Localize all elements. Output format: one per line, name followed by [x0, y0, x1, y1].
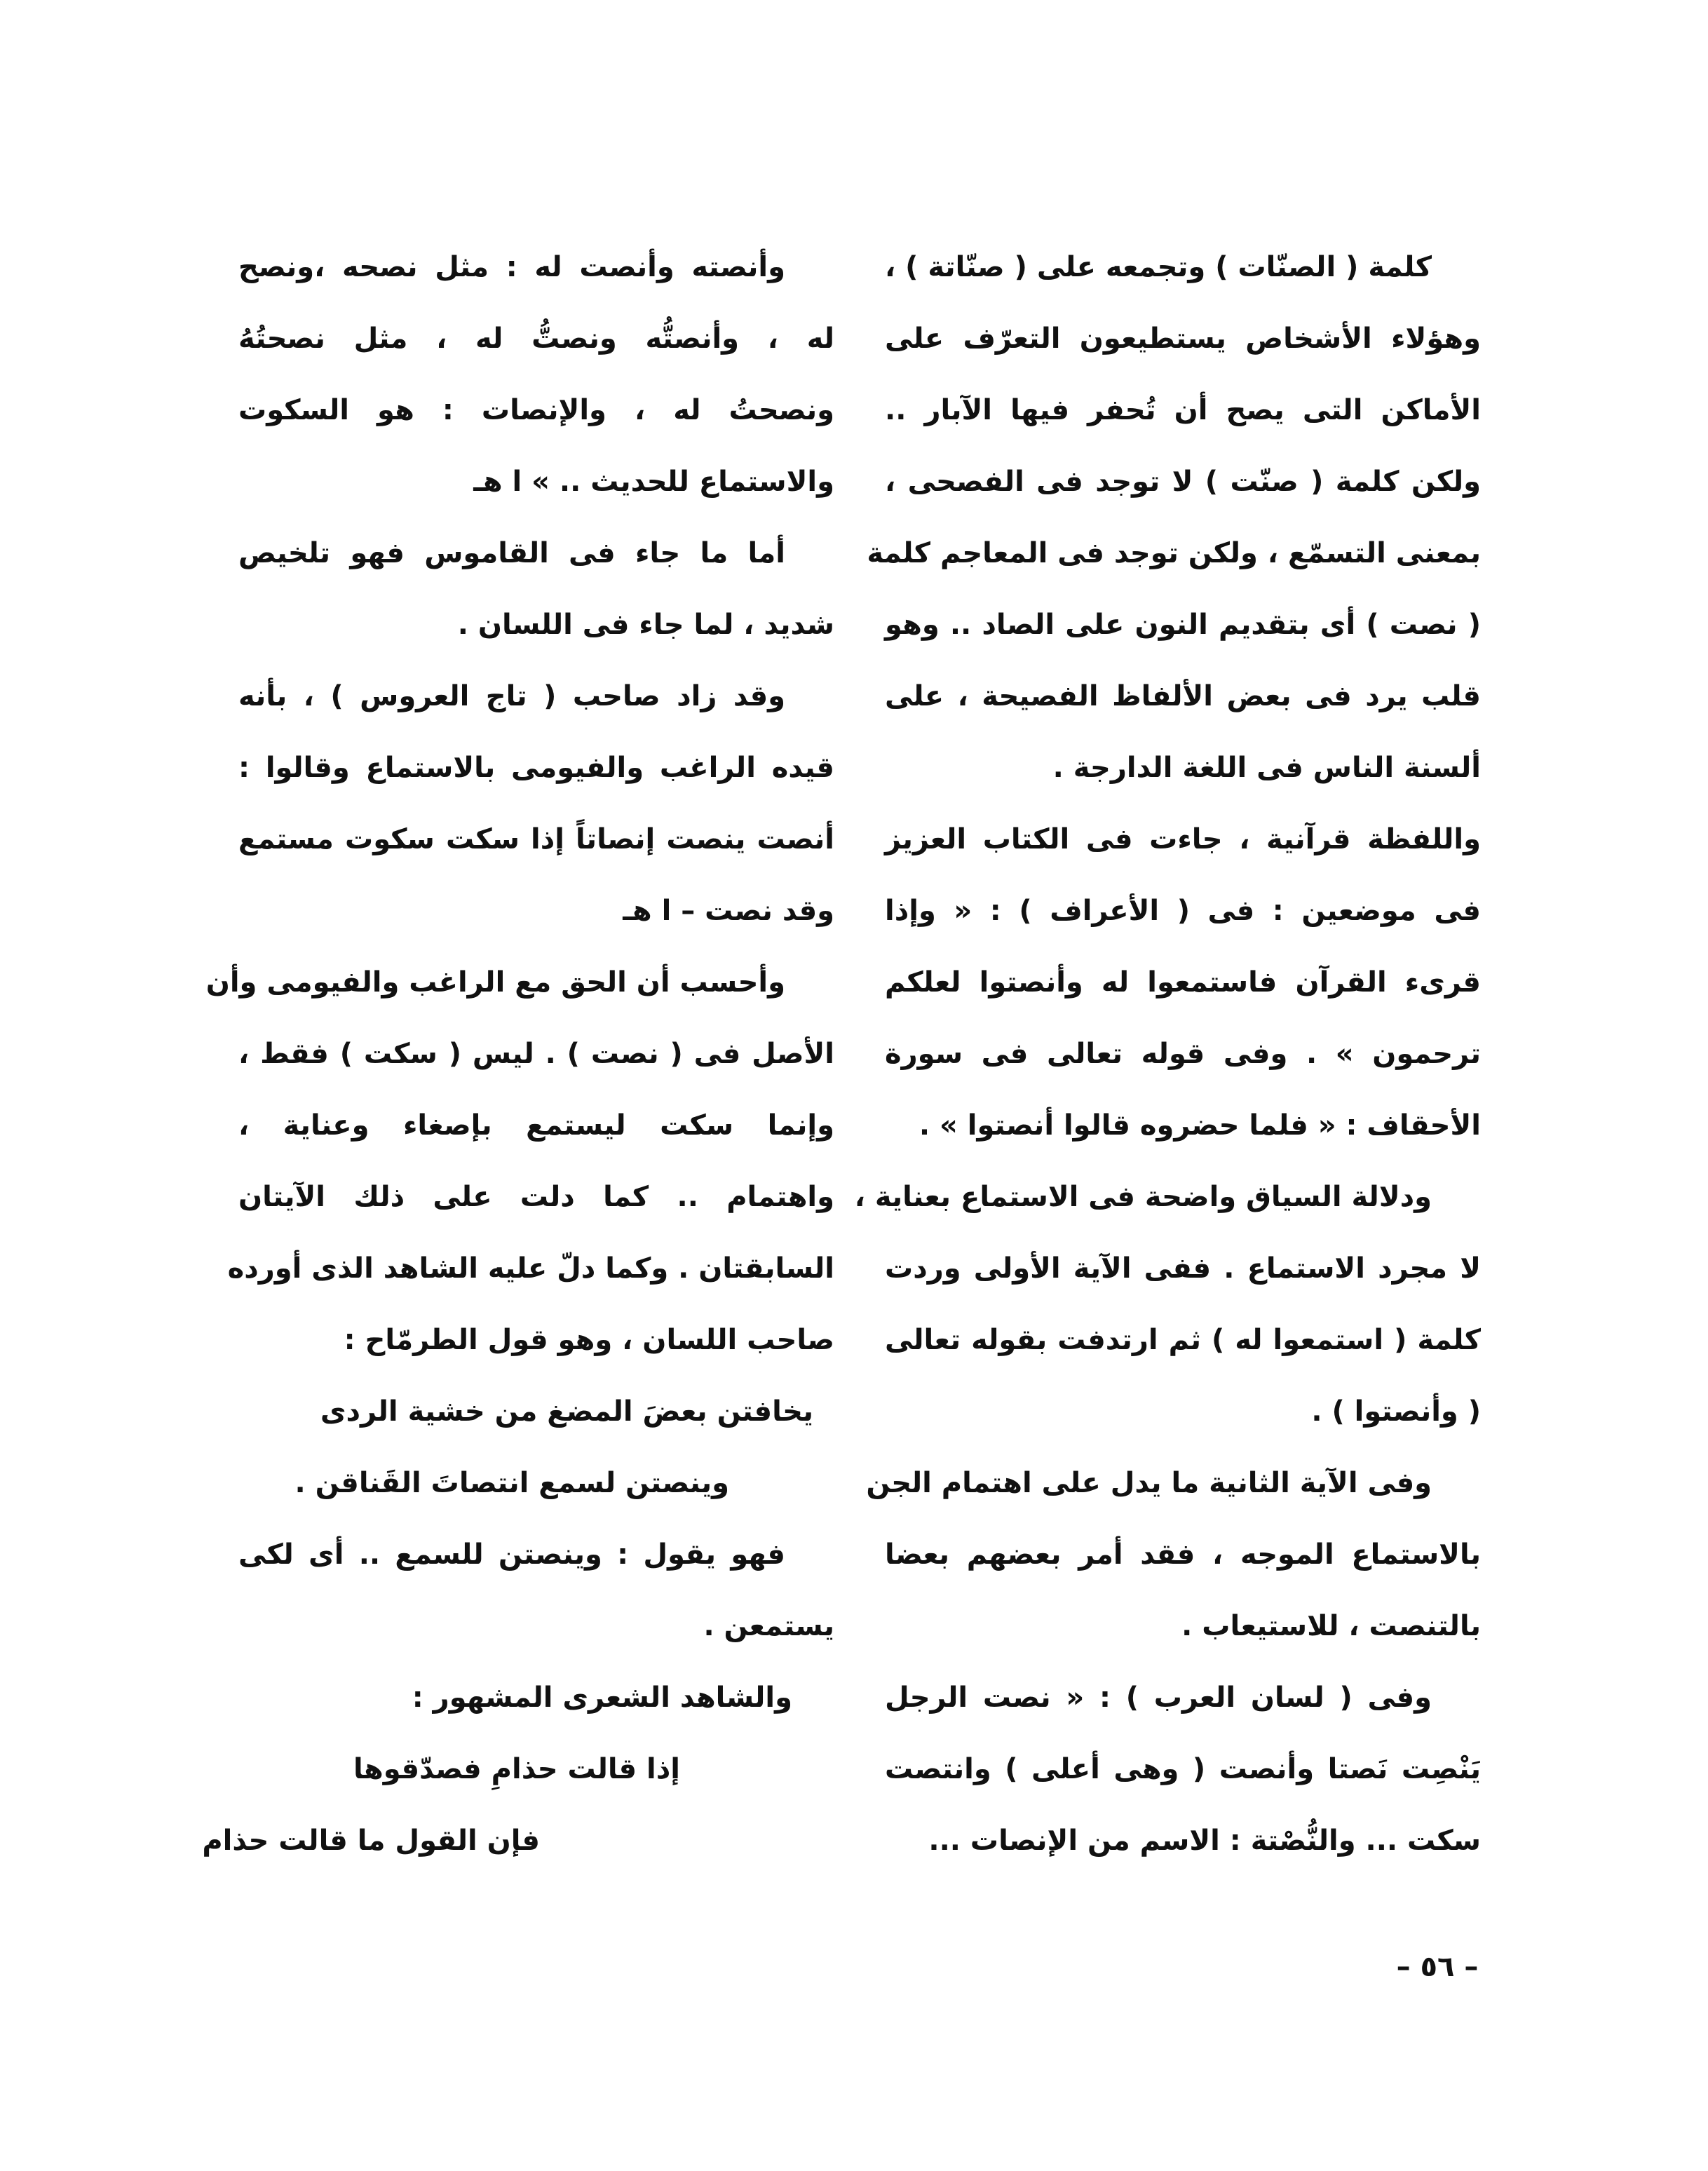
text-line: الأصل فى ( نصت ) . ليس ( سكت ) فقط ، — [238, 1038, 834, 1070]
verse-line: فإن القول ما قالت حذام — [202, 1825, 540, 1857]
text-line: وهؤلاء الأشخاص يستطيعون التعرّف على — [885, 323, 1481, 355]
text-line: قيده الراغب والفيومى بالاستماع وقالوا : — [238, 752, 834, 784]
text-line: سكت ... والنُّصْتة : الاسم من الإنصات ... — [928, 1825, 1481, 1857]
text-line: ( وأنصتوا ) . — [1311, 1395, 1481, 1428]
text-line: أما ما جاء فى القاموس فهو تلخيص — [238, 537, 785, 569]
text-line: يستمعن . — [703, 1610, 834, 1642]
text-line: ( نصت ) أى بتقديم النون على الصاد .. وهو — [885, 609, 1481, 641]
text-line: بالتنصت ، للاستيعاب . — [1181, 1610, 1481, 1642]
verse-line: يخافتن بعضَ المضغ من خشية الردى — [320, 1395, 813, 1428]
text-line: أنصت ينصت إنصاتاً إذا سكت سكوت مستمع — [238, 823, 834, 855]
right-column — [854, 231, 1481, 1876]
text-line: له ، وأنصتُّه ونصتُّ له ، مثل نصحتُهُ — [238, 323, 834, 355]
text-line: الأماكن التى يصح أن تُحفر فيها الآبار .. — [885, 394, 1481, 426]
text-line: والشاهد الشعرى المشهور : — [412, 1682, 792, 1714]
text-line: ترحمون » . وفى قوله تعالى فى سورة — [885, 1038, 1481, 1070]
text-line: قلب يرد فى بعض الألفاظ الفصيحة ، على — [885, 680, 1481, 712]
text-line: كلمة ( الصنّات ) وتجمعه على ( صنّاتة ) ، — [885, 251, 1432, 283]
text-line: وأنصته وأنصت له : مثل نصحه ،ونصح — [238, 251, 785, 283]
text-line: والاستماع للحديث .. » ا هـ — [473, 466, 834, 498]
text-line: الأحقاف : « فلما حضروه قالوا أنصتوا » . — [919, 1109, 1481, 1142]
text-line: بالاستماع الموجه ، فقد أمر بعضهم بعضا — [885, 1538, 1481, 1571]
verse-line: وينصتن لسمع انتصاتَ القَناقن . — [294, 1467, 729, 1499]
text-line: فى موضعين : فى ( الأعراف ) : « وإذا — [885, 895, 1481, 927]
text-line: ودلالة السياق واضحة فى الاستماع بعناية ، — [854, 1181, 1432, 1213]
text-line: فهو يقول : وينصتن للسمع .. أى لكى — [238, 1538, 785, 1571]
text-line: وفى ( لسان العرب ) : « نصت الرجل — [885, 1682, 1432, 1714]
text-line: قرىء القرآن فاستمعوا له وأنصتوا لعلكم — [885, 966, 1481, 999]
text-line: كلمة ( استمعوا له ) ثم ارتدفت بقوله تعالى — [885, 1324, 1481, 1356]
text-line: صاحب اللسان ، وهو قول الطرمّاح : — [344, 1324, 834, 1356]
left-column — [202, 231, 834, 1876]
text-line: شديد ، لما جاء فى اللسان . — [457, 609, 834, 641]
text-line: وقد زاد صاحب ( تاج العروس ) ، بأنه — [238, 680, 785, 712]
text-line: واللفظة قرآنية ، جاءت فى الكتاب العزيز — [885, 823, 1481, 855]
text-line: واهتمام .. كما دلت على ذلك الآيتان — [238, 1181, 834, 1213]
text-line: ونصحتُ له ، والإنصات : هو السكوت — [238, 394, 834, 426]
text-line: لا مجرد الاستماع . ففى الآية الأولى وردت — [885, 1252, 1481, 1285]
text-line: يَنْصِت نَصتا وأنصت ( وهى أعلى ) وانتصت — [885, 1753, 1481, 1785]
verse-line: إذا قالت حذامِ فصدّقوها — [353, 1753, 680, 1785]
text-line: وإنما سكت ليستمع بإصغاء وعناية ، — [238, 1109, 834, 1142]
text-line: ولكن كلمة ( صنّت ) لا توجد فى الفصحى ، — [885, 466, 1481, 498]
text-line: وأحسب أن الحق مع الراغب والفيومى وأن — [205, 966, 785, 999]
text-line: السابقتان . وكما دلّ عليه الشاهد الذى أورده — [227, 1252, 834, 1285]
page-number: – ٥٦ – — [1396, 1951, 1479, 1983]
text-line: ألسنة الناس فى اللغة الدارجة . — [1052, 752, 1481, 784]
text-line: وفى الآية الثانية ما يدل على اهتمام الجن — [866, 1467, 1432, 1499]
text-line: وقد نصت – ا هـ — [623, 895, 834, 927]
text-line: بمعنى التسمّع ، ولكن توجد فى المعاجم كلمة — [867, 537, 1481, 569]
